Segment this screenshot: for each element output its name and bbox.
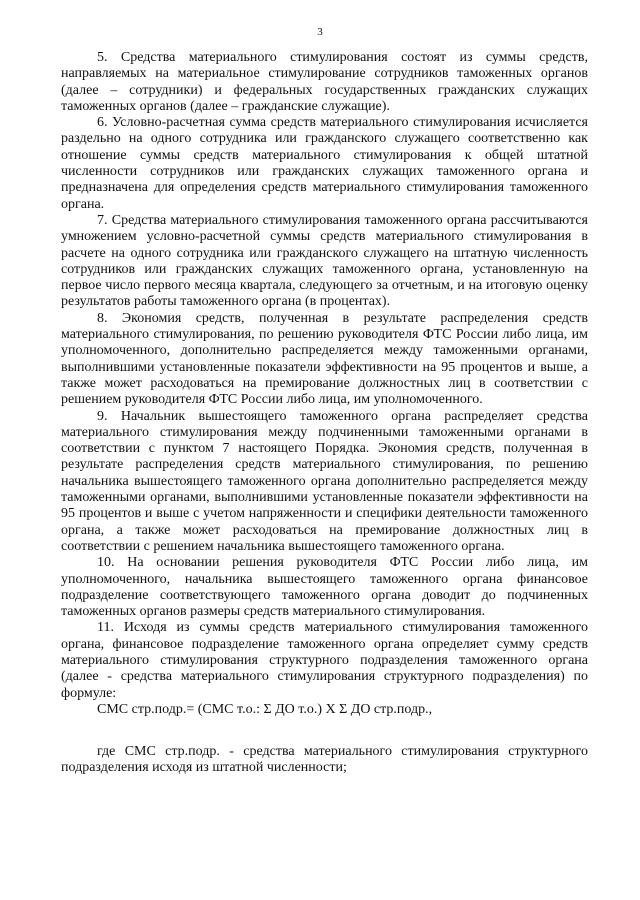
paragraph-5: 5. Средства материального стимулирования состоят из суммы средств, направляемых на материальное стимулирование сотрудников таможенных органов (далее – сотрудники) и федеральных государственных гражданских служащих таможенных органов (далее – гражданские служащие). [61,50,588,114]
spacer [61,718,588,744]
paragraph-7: 7. Средства материального стимулирования таможенного органа рассчитываются умножением условно-расчетной суммы средств материального стимулирования в расчете на одного сотрудника или гражданского служащего на штатную численность сотрудников или гражданских служащих таможенного органа, установленную на первое число первого месяца квартала, следующего за отчетным, и на итоговую оценку результатов работы таможенного органа (в процентах). [61,212,588,310]
document-body [61,50,588,777]
paragraph-6: 6. Условно-расчетная сумма средств материального стимулирования исчисляется раздельно на одного сотрудника или гражданского служащего соответственно как отношение суммы средств материального стимулирования к общей штатной численности сотрудников или гражданских служащих таможенного органа и предназначена для определения средств материального стимулирования таможенного органа. [61,115,588,212]
page-number: 3 [317,26,323,38]
paragraph-8: 8. Экономия средств, полученная в результате распределения средств материального стимулирования, по решению руководителя ФТС России либо лица, им уполномоченного, дополнительно распределяется между таможенными органами, выполнившими установленные показатели эффективности на 95 процентов и выше, а также может расходоваться на премирование должностных лиц в соответствии с решением руководителя ФТС России либо лица, им уполномоченного. [61,310,588,408]
paragraph-9: 9. Начальник вышестоящего таможенного органа распределяет средства материального стимулирования между подчиненными таможенными органами в соответствии с пунктом 7 настоящего Порядка. Экономия средств, полученная в результате распределения средств материального стимулирования, по решению начальника вышестоящего таможенного органа дополнительно распределяется между таможенными органами, выполнившими установленные показатели эффективности на 95 процентов и выше с учетом напряженности и специфики деятельности таможенного органа, а также может расходоваться на премирование должностных лиц в соответствии с решением начальника вышестоящего таможенного органа. [61,408,588,554]
formula: СМС стр.подр.= (СМС т.о.: Σ ДО т.о.) Х Σ ДО стр.подр., [97,701,433,717]
formula-definition: где СМС стр.подр. - средства материального стимулирования структурного подразделения исходя из штатной численности; [61,744,588,776]
paragraph-10: 10. На основании решения руководителя ФТС России либо лица, им уполномоченного, начальника вышестоящего таможенного органа финансовое подразделение соответствующего таможенного органа доводит до подчиненных таможенных органов размеры средств материального стимулирования. [61,555,588,620]
paragraph-11: 11. Исходя из суммы средств материального стимулирования таможенного органа, финансовое подразделение таможенного органа определяет сумму средств материального стимулирования структурного подразделения таможенного органа (далее - средства материального стимулирования структурного подразделения) по формуле: [61,620,588,701]
